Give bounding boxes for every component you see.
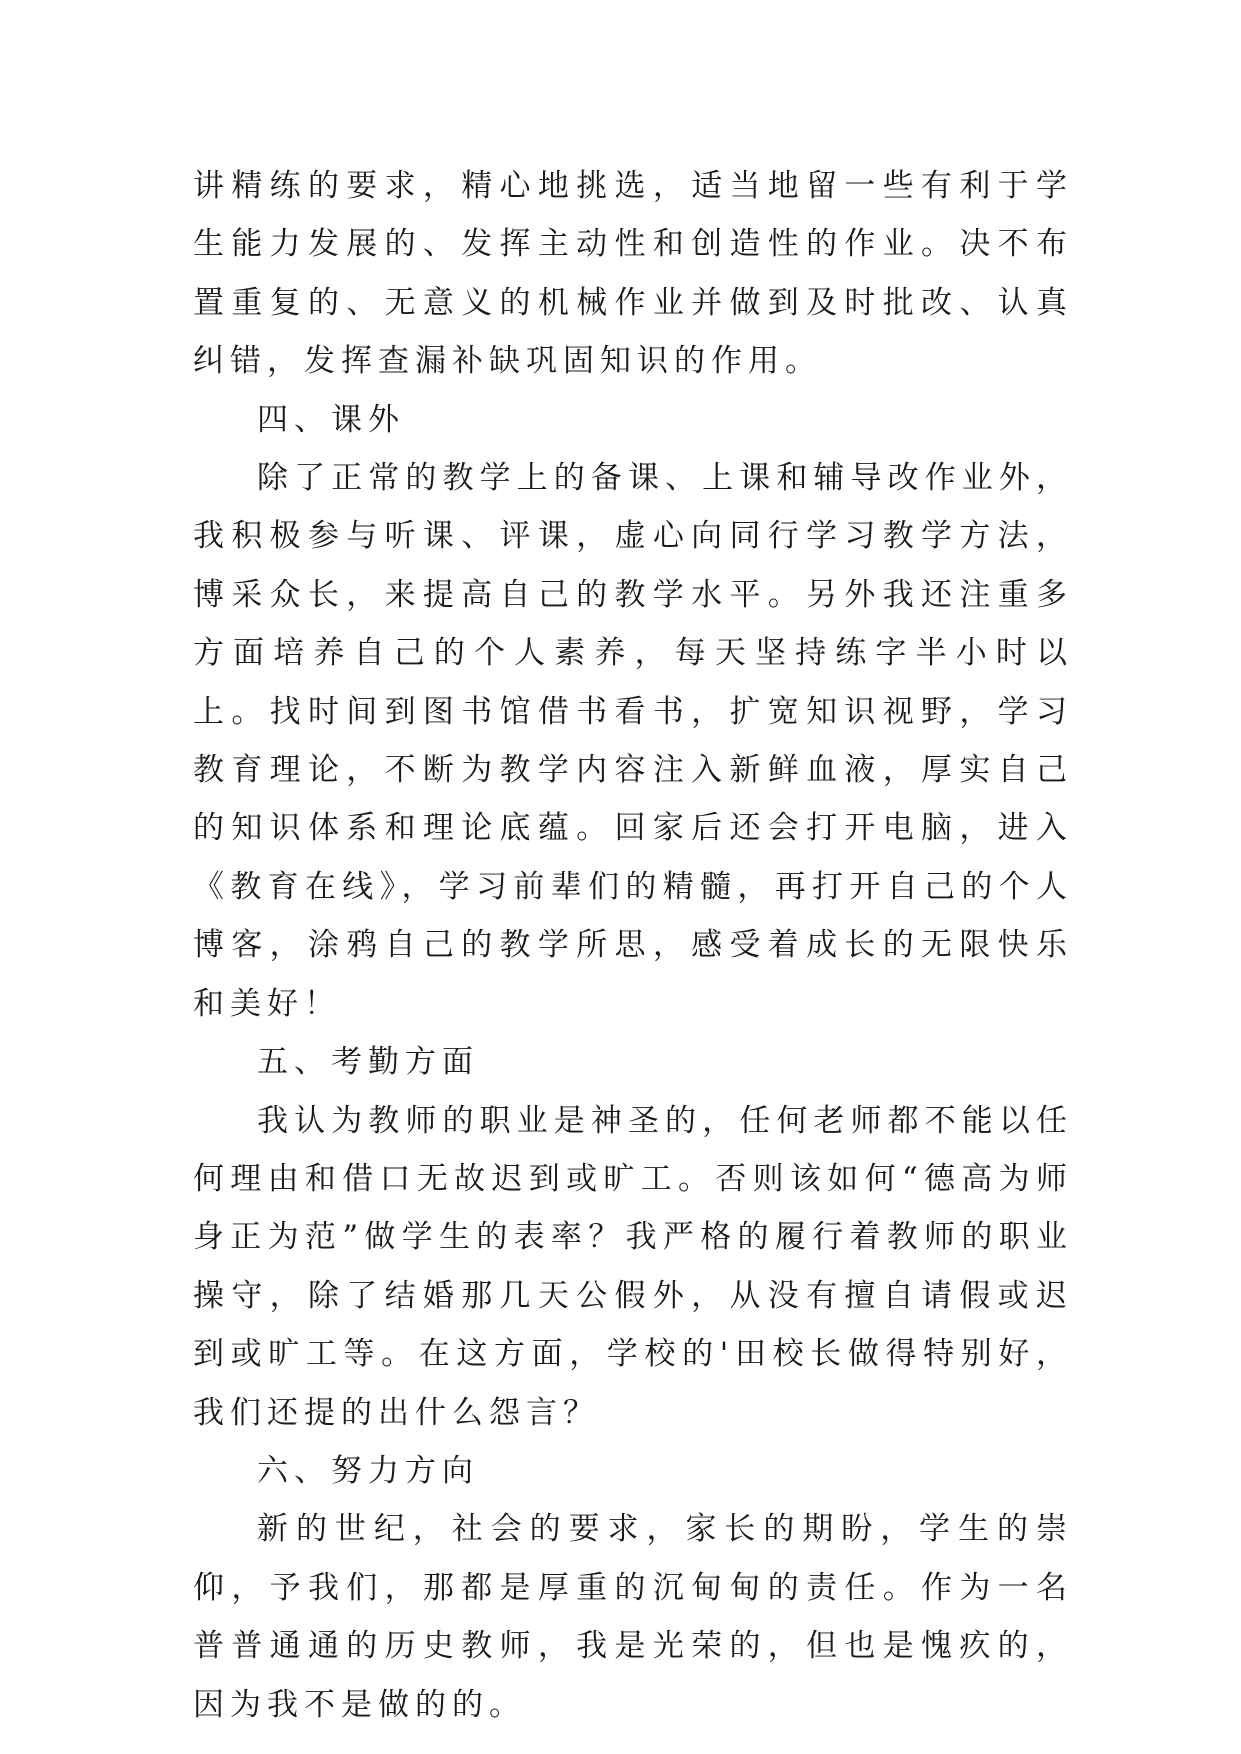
section-heading-direction: 六、努力方向 bbox=[257, 1452, 479, 1489]
section-heading-extracurricular: 四、课外 bbox=[257, 401, 405, 438]
paragraph-attendance: 我认为教师的职业是神圣的，任何老师都不能以任何理由和借口无故迟到或旷工。否则该如何“德高为师身正为范”做学生的表率？我严格的履行着教师的职业操守，除了结婚那几天公假外，从没有擅自请假或迟到或旷工等。在这方面，学校的'田校长做得特别好，我们还提的出什么怨言？ bbox=[193, 1102, 1073, 1431]
document-body bbox=[193, 157, 1073, 1734]
section-heading-attendance: 五、考勤方面 bbox=[257, 1044, 479, 1081]
paragraph-direction: 新的世纪，社会的要求，家长的期盼，学生的崇仰，予我们，那都是厚重的沉甸甸的责任。作为一名普普通通的历史教师，我是光荣的，但也是愧疚的，因为我不是做的的。 bbox=[193, 1511, 1073, 1723]
paragraph-extracurricular: 除了正常的教学上的备课、上课和辅导改作业外，我积极参与听课、评课，虚心向同行学习教学方法，博采众长，来提高自己的教学水平。另外我还注重多方面培养自己的个人素养，每天坚持练字半小时以上。找时间到图书馆借书看书，扩宽知识视野，学习教育理论，不断为教学内容注入新鲜血液，厚实自己的知识体系和理论底蕴。回家后还会打开电脑，进入《教育在线》，学习前辈们的精髓，再打开自己的个人博客，涂鸦自己的教学所思，感受着成长的无限快乐和美好！ bbox=[193, 460, 1073, 1022]
paragraph-homework-continued: 讲精练的要求，精心地挑选，适当地留一些有利于学生能力发展的、发挥主动性和创造性的作业。决不布置重复的、无意义的机械作业并做到及时批改、认真纠错，发挥查漏补缺巩固知识的作用。 bbox=[193, 168, 1073, 380]
